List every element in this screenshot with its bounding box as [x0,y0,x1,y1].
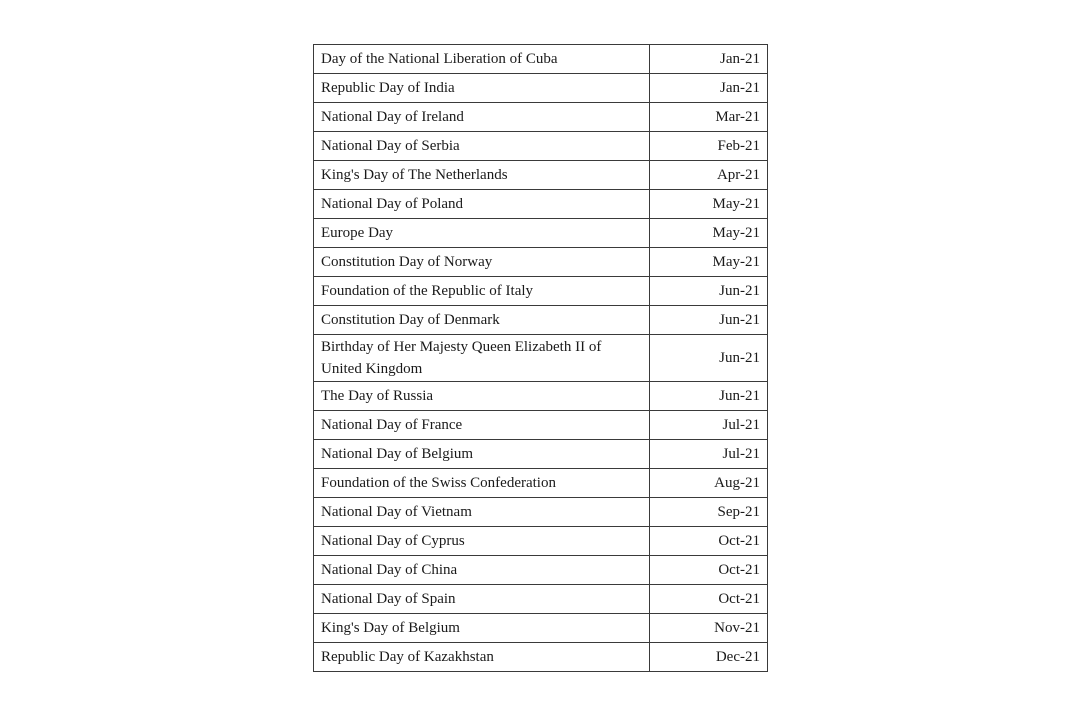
holiday-name-cell: National Day of Belgium [314,440,650,469]
table-row [314,161,768,190]
holiday-table [313,44,768,672]
table-row [314,469,768,498]
holiday-name-cell: Day of the National Liberation of Cuba [314,45,650,74]
holiday-date-cell: Jul-21 [650,411,768,440]
holiday-date-cell: Jun-21 [650,382,768,411]
holiday-name-cell: Foundation of the Republic of Italy [314,277,650,306]
holiday-date-cell: May-21 [650,219,768,248]
holiday-name-cell: National Day of Vietnam [314,498,650,527]
holiday-name-cell: Europe Day [314,219,650,248]
table-row [314,498,768,527]
holiday-name-cell: Republic Day of India [314,74,650,103]
holiday-name-cell: Republic Day of Kazakhstan [314,643,650,672]
table-row [314,527,768,556]
holiday-date-cell: Jan-21 [650,74,768,103]
holiday-name-cell: National Day of Serbia [314,132,650,161]
holiday-date-cell: Apr-21 [650,161,768,190]
holiday-date-cell: Mar-21 [650,103,768,132]
holiday-name-cell: National Day of Spain [314,585,650,614]
holiday-date-cell: Nov-21 [650,614,768,643]
holiday-date-cell: May-21 [650,190,768,219]
table-row [314,556,768,585]
holiday-date-cell: Jun-21 [650,277,768,306]
holiday-name-cell: King's Day of The Netherlands [314,161,650,190]
table-row [314,440,768,469]
holiday-name-cell: National Day of Ireland [314,103,650,132]
table-row [314,132,768,161]
holiday-date-cell: Oct-21 [650,556,768,585]
table-row [314,219,768,248]
table-row [314,248,768,277]
table-row [314,382,768,411]
holiday-date-cell: Oct-21 [650,585,768,614]
table-row [314,643,768,672]
holiday-name-cell: Constitution Day of Norway [314,248,650,277]
table-row [314,411,768,440]
table-row [314,614,768,643]
holiday-name-cell: National Day of Cyprus [314,527,650,556]
table-row [314,190,768,219]
table-row [314,335,768,382]
holiday-name-cell: National Day of China [314,556,650,585]
holiday-name-cell: Birthday of Her Majesty Queen Elizabeth II of United Kingdom [314,335,650,382]
table-row [314,45,768,74]
table-row [314,74,768,103]
table-row [314,103,768,132]
holiday-date-cell: Dec-21 [650,643,768,672]
holiday-date-cell: Oct-21 [650,527,768,556]
holiday-name-cell: National Day of Poland [314,190,650,219]
table-row [314,306,768,335]
holiday-date-cell: Sep-21 [650,498,768,527]
holiday-name-cell: The Day of Russia [314,382,650,411]
holiday-date-cell: Jan-21 [650,45,768,74]
table-row [314,585,768,614]
holiday-date-cell: Jul-21 [650,440,768,469]
holiday-date-cell: Aug-21 [650,469,768,498]
holiday-date-cell: Feb-21 [650,132,768,161]
holiday-date-cell: May-21 [650,248,768,277]
holiday-name-cell: Constitution Day of Denmark [314,306,650,335]
holiday-name-cell: King's Day of Belgium [314,614,650,643]
holiday-table-body [314,45,768,672]
table-row [314,277,768,306]
holiday-date-cell: Jun-21 [650,335,768,382]
holiday-date-cell: Jun-21 [650,306,768,335]
holiday-name-cell: Foundation of the Swiss Confederation [314,469,650,498]
holiday-name-cell: National Day of France [314,411,650,440]
